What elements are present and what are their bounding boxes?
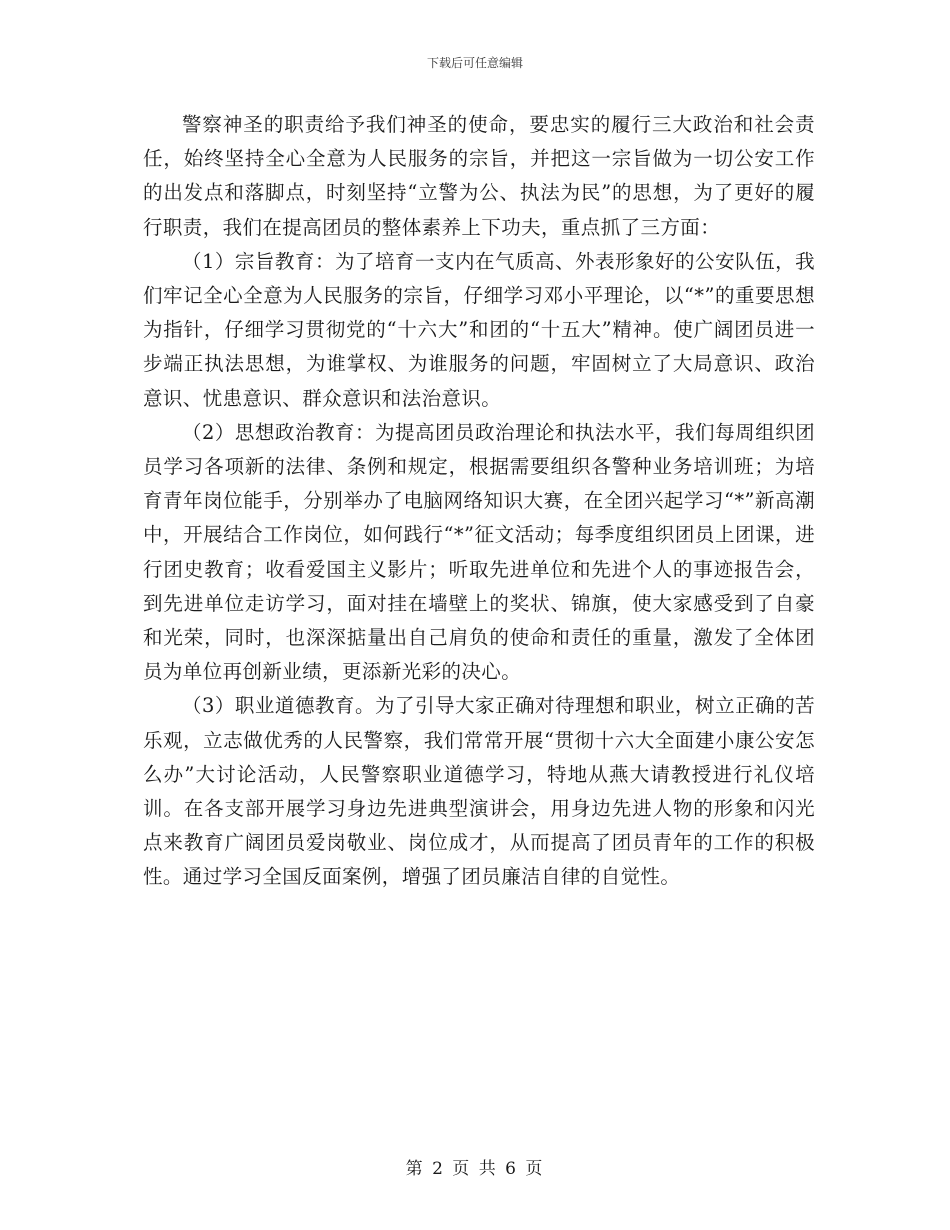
paragraph-purpose-education: （1）宗旨教育：为了培育一支内在气质高、外表形象好的公安队伍，我们牢记全心全意为人民服务的宗旨，仔细学习邓小平理论，以“*”的重要思想为指针，仔细学习贯彻党的“十六大”和团的“十五大”精神。使广阔团员进一步端正执法思想，为谁掌权、为谁服务的问题，牢固树立了大局意识、政治意识、忧患意识、群众意识和法治意识。 (143, 249, 815, 410)
header-note: 下载后可任意编辑 (426, 56, 523, 70)
paragraph-ethics-education: （3）职业道德教育。为了引导大家正确对待理想和职业，树立正确的苦乐观，立志做优秀的人民警察，我们常常开展“贯彻十六大全面建小康公安怎么办”大讨论活动，人民警察职业道德学习，特地从燕大请教授进行礼仪培训。在各支部开展学习身边先进典型演讲会，用身边先进人物的形象和闪光点来教育广阔团员爱岗敬业、岗位成才，从而提高了团员青年的工作的积极性。通过学习全国反面案例，增强了团员廉洁自律的自觉性。 (143, 694, 815, 889)
paragraph-intro: 警察神圣的职责给予我们神圣的使命，要忠实的履行三大政治和社会责任，始终坚持全心全意为人民服务的宗旨，并把这一宗旨做为一切公安工作的出发点和落脚点，时刻坚持“立警为公、执法为民”的思想，为了更好的履行职责，我们在提高团员的整体素养上下功夫，重点抓了三方面： (143, 113, 815, 239)
document-body (143, 108, 815, 895)
page-number-footer: 第 2 页 共 6 页 (405, 1159, 545, 1179)
paragraph-political-education: （2）思想政治教育：为提高团员政治理论和执法水平，我们每周组织团员学习各项新的法律、条例和规定，根据需要组织各警种业务培训班；为培育青年岗位能手，分别举办了电脑网络知识大赛，在全团兴起学习“*”新高潮中，开展结合工作岗位，如何践行“*”征文活动；每季度组织团员上团课，进行团史教育；收看爱国主义影片；听取先进单位和先进个人的事迹报告会，到先进单位走访学习，面对挂在墙壁上的奖状、锦旗，使大家感受到了自豪和光荣，同时，也深深掂量出自己肩负的使命和责任的重量，激发了全体团员为单位再创新业绩，更添新光彩的决心。 (143, 420, 815, 684)
